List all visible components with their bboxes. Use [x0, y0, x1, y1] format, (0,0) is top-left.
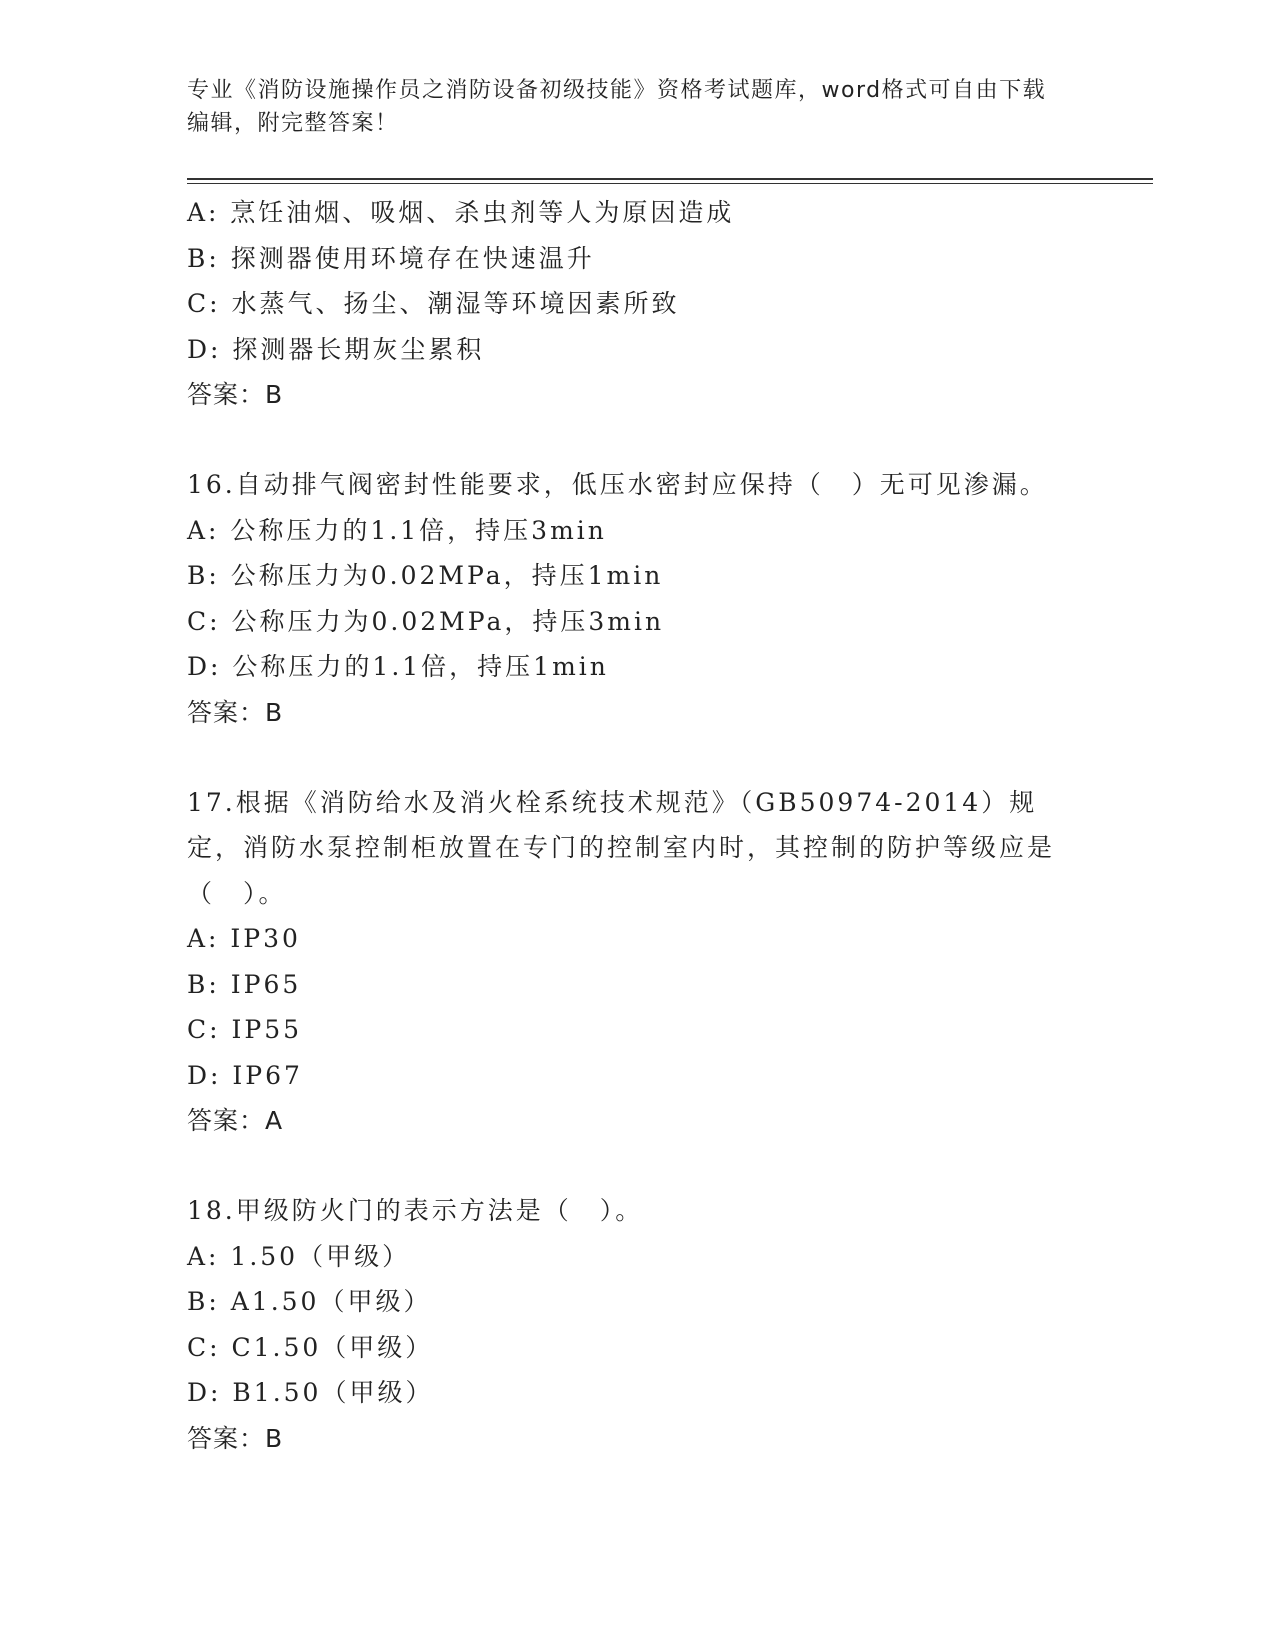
spacer [187, 736, 1087, 780]
option-a: A: 公称压力的1.1倍，持压3min [187, 515, 607, 545]
option-d: D: B1.50（甲级） [187, 1378, 434, 1407]
option-b: B: IP65 [187, 969, 302, 999]
question-stem: 18.甲级防火门的表示方法是（ ）。 [187, 1196, 644, 1225]
option-a: A: 1.50（甲级） [187, 1241, 411, 1271]
option-c: C: IP55 [187, 1015, 303, 1044]
header-rule-top [187, 178, 1153, 180]
document-header: 专业《消防设施操作员之消防设备初级技能》资格考试题库，word格式可自由下载编辑，附完整答案！ [187, 78, 1047, 136]
option-c: C: 公称压力为0.02MPa，持压3min [187, 606, 665, 636]
option-b: B: A1.50（甲级） [187, 1287, 432, 1316]
option-d: D: 探测器长期灰尘累积 [187, 334, 485, 364]
answer: 答案：B [187, 1423, 284, 1453]
option-b: B: 公称压力为0.02MPa，持压1min [187, 561, 664, 590]
spacer [187, 1144, 1087, 1188]
question-stem: 17.根据《消防给水及消火栓系统技术规范》（GB50974-2014）规定，消防水泵控制柜放置在专门的控制室内时，其控制的防护等级应是（ ）。 [187, 787, 1056, 908]
question-15 [187, 190, 1087, 418]
question-16 [187, 462, 1087, 736]
option-d: D: 公称压力的1.1倍，持压1min [187, 652, 609, 681]
answer: 答案：B [187, 697, 284, 727]
question-18 [187, 1188, 1087, 1462]
option-a: A: IP30 [187, 924, 301, 953]
question-stem: 16.自动排气阀密封性能要求，低压水密封应保持（ ）无可见渗漏。 [187, 470, 1048, 499]
option-a: A: 烹饪油烟、吸烟、杀虫剂等人为原因造成 [187, 198, 735, 227]
option-c: C: C1.50（甲级） [187, 1332, 434, 1362]
spacer [187, 418, 1087, 462]
question-17 [187, 780, 1087, 1145]
answer: 答案：B [187, 380, 284, 409]
option-c: C: 水蒸气、扬尘、潮湿等环境因素所致 [187, 289, 680, 318]
option-b: B: 探测器使用环境存在快速温升 [187, 243, 595, 273]
header-rule-bottom [187, 183, 1153, 184]
option-d: D: IP67 [187, 1060, 303, 1090]
question-list [187, 190, 1087, 1462]
answer: 答案：A [187, 1106, 284, 1135]
